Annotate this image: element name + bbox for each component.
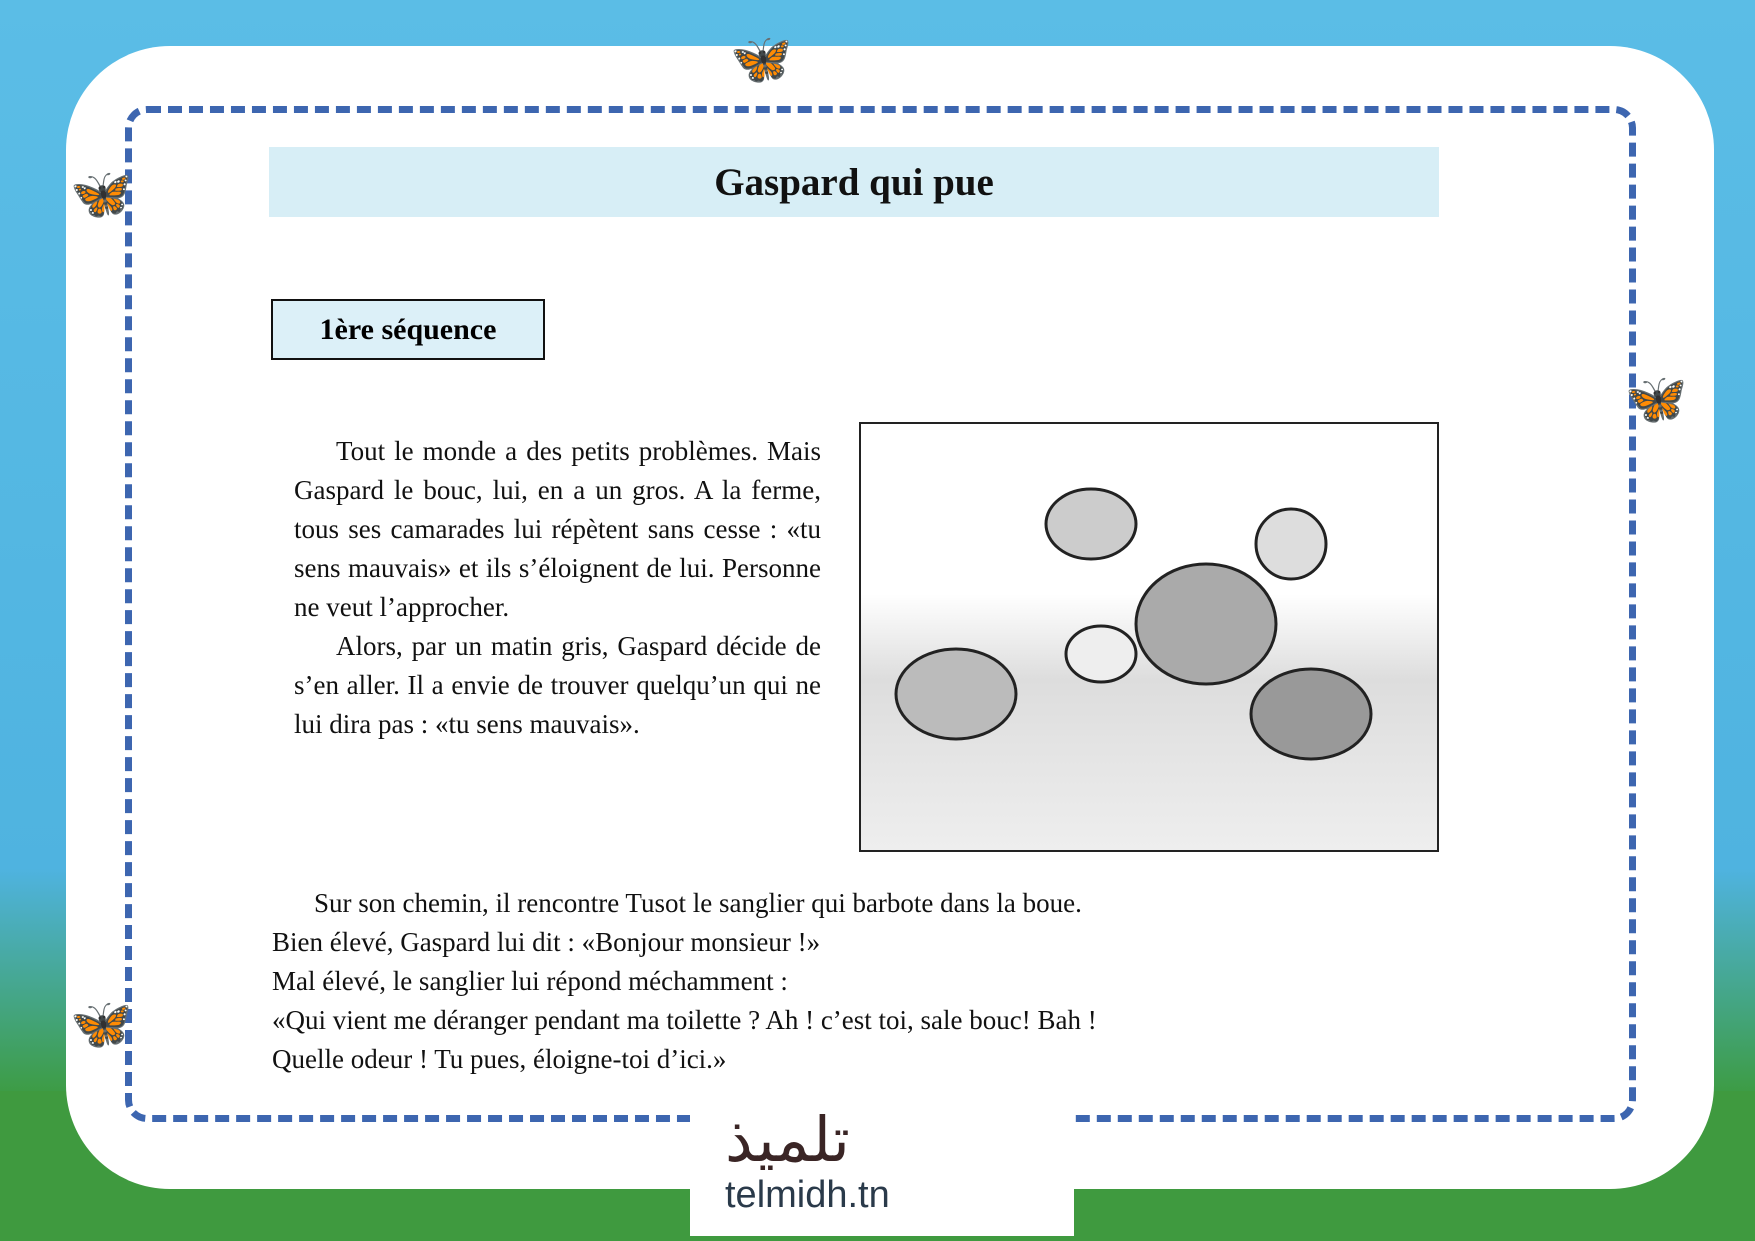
logo-latin: telmidh.tn xyxy=(725,1174,890,1216)
text-line: «Qui vient me déranger pendant ma toilette ? Ah ! c’est toi, sale bouc! Bah ! xyxy=(272,1005,1097,1035)
text-line: Sur son chemin, il rencontre Tusot le sanglier qui barbote dans la boue. xyxy=(314,888,1082,918)
story-text xyxy=(294,432,821,744)
butterfly-icon: 🦋 xyxy=(1625,371,1688,427)
paragraph-2: Alors, par un matin gris, Gaspard décide de s’en aller. Il a envie de trouver quelqu’un qui ne lui dira pas : «tu sens mauvais». xyxy=(294,631,821,739)
story-continuation xyxy=(272,884,1097,1079)
butterfly-icon: 🦋 xyxy=(70,996,133,1052)
telmidh-logo xyxy=(690,1102,1074,1236)
page-title: Gaspard qui pue xyxy=(269,147,1439,217)
logo-arabic: تلميذ xyxy=(725,1103,850,1176)
animals-drawing xyxy=(861,424,1437,850)
sequence-label: 1ère séquence xyxy=(271,299,545,360)
text-line: Quelle odeur ! Tu pues, éloigne-toi d’ici.» xyxy=(272,1044,727,1074)
farm-animals-illustration xyxy=(859,422,1439,852)
paragraph-1: Tout le monde a des petits problèmes. Mais Gaspard le bouc, lui, en a un gros. A la ferme, tous ses camarades lui répètent sans cesse : «tu sens mauvais» et ils s’éloignent de lui. Personne ne veut l’approcher. xyxy=(294,436,821,622)
butterfly-icon: 🦋 xyxy=(70,166,133,222)
text-line: Bien élevé, Gaspard lui dit : «Bonjour monsieur !» xyxy=(272,927,821,957)
text-line: Mal élevé, le sanglier lui répond méchamment : xyxy=(272,966,788,996)
butterfly-icon: 🦋 xyxy=(730,31,793,87)
